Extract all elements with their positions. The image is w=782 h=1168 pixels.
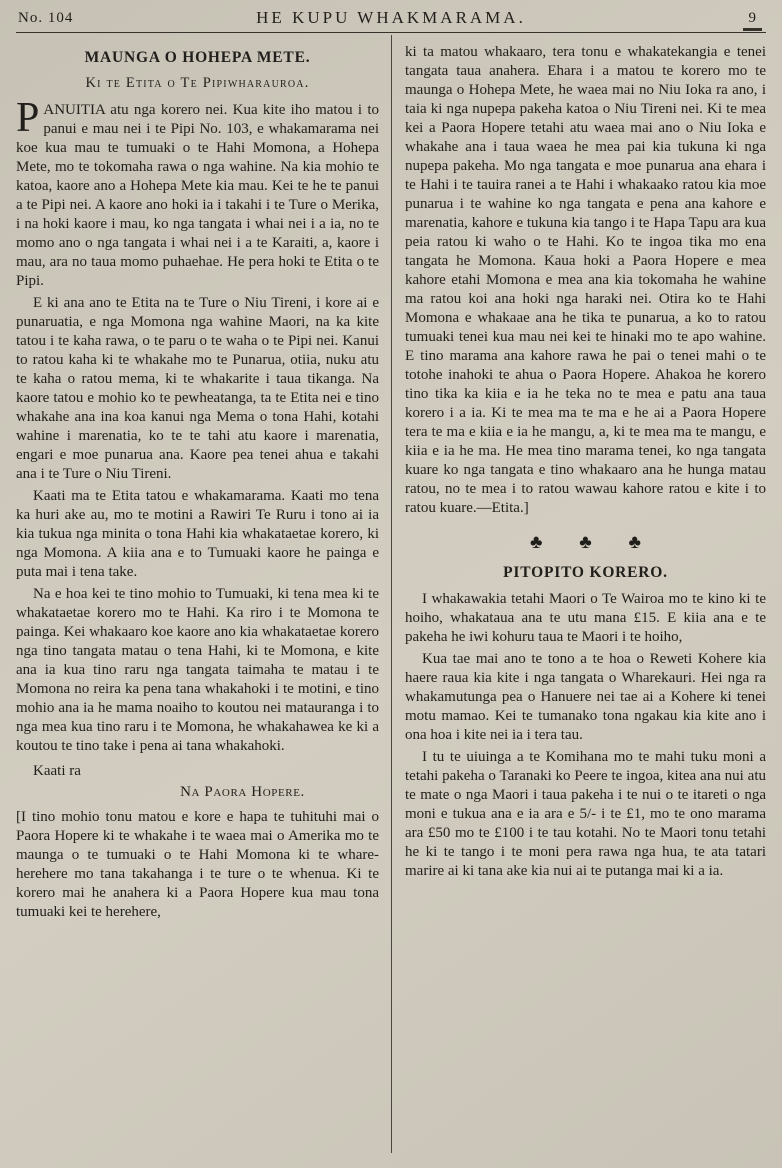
two-column-body: [16, 35, 766, 1153]
news-item: Kua tae mai ano te tono a te hoa o Reweti Kohere kia haere raua kia kite i nga tangata o Wharekauri. Hei nga ra whakamutunga pea o Hanuere nei tae ai a Kohere ki tenei motu mamao. Kei te tumanako tona ngakau kia kite ano i ona hoa i kite nei ia i tera tau.: [405, 651, 766, 743]
drop-cap: P: [16, 95, 40, 141]
closing-line: Kaati ra: [33, 763, 81, 779]
left-column: [16, 35, 391, 1153]
running-head: [16, 6, 766, 33]
club-ornament-icon: ♣ ♣ ♣: [530, 532, 657, 553]
news-item: I whakawakia tetahi Maori o Te Wairoa mo te kino ki te hoiho, whakataua ana te utu mana £15. E kiia ana e te pakeha he iwi kohuru taua te Maori i te hoiho,: [405, 591, 766, 645]
paragraph: Na e hoa kei te tino mohio to Tumuaki, ki tena mea ki te whakataetae korero mo te Hahi. Ka riro i te Momona te painga. Kei whakaaro koe kaore ano kia whakataetae korero nga tino tangata matau o tena Hahi, ki te Momona, e kite ana ia kua tino raru nga tangata taimaha te matau i te Momona no reira ka pena tana whakahoki i te motini, e tino mohio ana ia he mama noaiho to koutou nei matauranga i to nga mea kua tino raru i te Momona, he whakahawea ke ki a koutou te tino take i pena ai tana whakahoki.: [16, 586, 379, 754]
lead-paragraph-text: ANUITIA atu nga korero nei. Kua kite iho matou i to panui e mau nei i te Pipi No. 103, e whakamarama nei koe kua mau te tumuaki o te Hahi Momona, a Hohepa Mete, mo te tokomaha rawa o nga wahine. Na kia mohio te katoa, kaore ano a Hohepa Mete kia mau. Kei te he te panui a te Pipi nei. A kaore ano hoki ia i takahi i te Ture o Merika, i na hoki kaore i mau, ko nga tangata i whai nei i a ia, no te momo ano o nga tangata i whai nei i a te Karaiti, a, kaore i mau, ara no taua momo puhaehae. He pera hoki te Etita o te Pipi.: [16, 102, 379, 289]
masthead-title: HE KUPU WHAKMARAMA.: [256, 8, 526, 27]
news-item: I tu te uiuinga a te Komihana mo te mahi tuku moni a tetahi pakeha o Taranaki ko Peere te ingoa, kitea ana nui atu te mate o nga Maori i taua pakeha i te nui o te itareti o nga moni e tukua ana e ia ara e 5/- i te £1, mo te ono marama ara £50 mo te £100 i te tau kotahi. No te Maori tonu tetahi he ki te tango i te moni pera rawa nga hua, te ata tatari marire ai ki tana ake kia nui ai te putanga mai ki a ia.: [405, 749, 766, 879]
right-column: [391, 35, 766, 1153]
lead-paragraph: [16, 95, 379, 291]
editorial-note: [I tino mohio tonu matou e kore e hapa te tuhituhi mai o Paora Hopere ki te whakahe i te waea mai o Amerika mo te maunga o te tumuaki o te Hahi Momona ki te whare-herehere mo tana takahanga i te ture o te whenua. Ki te korero mai he anahera ki a Paora Hopere kua mau tona tumuaki kei te herehere,: [16, 809, 379, 920]
signature: Na Paora Hopere.: [180, 784, 305, 800]
issue-number: No. 104: [18, 10, 74, 26]
section-heading: PITOPITO KORERO.: [503, 564, 668, 581]
article-heading: MAUNGA O HOHEPA METE.: [84, 49, 311, 66]
continuation-paragraph: ki ta matou whakaaro, tera tonu e whakatekangia e tenei tangata taua anahera. Ehara i a matou te korero mo te maunga o Hohepa Mete, he waea mai no Niu Ioka ra ano, i taia ki nga nupepa pakeha katoa o Niu Tireni nei. Ki te mea kei a Paora Hopere tetahi atu waea mai ano o Niu Ioka e whakahe ana i taua waea he mea pai kia tukuna ki nga nupepa pakeha. Mo nga tangata e moe punarua ana ehara i te Hahi i te tauira ranei a te Hahi i whakaako ratou kia moe punarua i te wahine ko nga tangata e pena ana kahore e marenatia, kahore e tukuna kia tango i te Hapa Tapu ara kua peia ratou ki waho o te Hahi. Ko te ingoa tika mo ena tangata he Momona. Kaua hoki a Paora Hopere e mea kahore etahi Momona e mea ana kia tokomaha he wahine ma ratou koi ana hoki nga haraki nei. Otira ko te Hahi Momona e whakaae ana he tika te punarua, a ko to ratou tumuaki tenei kua mau nei kei te hinaki mo te apo wahine. E tino marama ana kahore rawa he pai o tenei mahi o te totohe inahoki te ahua o Paora Hopere. Ahakoa he korero tino tika ka kiia e ia he teka no te mea e patu ana taua korero i a ia. Ki te mea ma te ma e he ai a Paora Hopere tera te ma e kiia e ia he mangu, a, ki te mea ma te mangu, e kiia e ia he ma. He mea tino marama tenei, ko nga tangata kuare ko nga tangata e tino whakaaro ana he hunga matau ratou, no te mea i to ratou wawau kahore ratou e kite i to ratou kuare.—Etita.]: [405, 44, 766, 516]
paragraph: E ki ana ano te Etita na te Ture o Niu Tireni, i kore ai e punaruatia, e nga Momona nga wahine Maori, na ka kite tatou i te kaha rawa, o te paru o te waha o te Pipi nei. Kanui to ratou kaha ki te whakahe mo te Punarua, otiia, nuku atu te kaha o ratou mema, ki te whakarite i taua tikanga. Na kaore tatou e mohio ko te pewheatanga, ta te Etita nei e tino whakahe ana ina koa kanui nga Mema o tona Hahi, kotahi wahine i marenatia, ko te te tahi atu kaore i marenatia, engari e moe punarua ana. Kaore pea tenei ahua e takahi ana i te Ture o Niu Tireni.: [16, 295, 379, 482]
page-number: 9: [743, 10, 763, 31]
paragraph: Kaati ma te Etita tatou e whakamarama. Kaati mo tena ka huri ake au, mo te motini a Rawiri Te Ruru i tono ai ia kia tukua nga minita o tona Hahi kia whakataetae korero, ki nga Momona. A kiia ana e to Tumuaki kaore he painga e puta mai i tena take.: [16, 488, 379, 580]
article-subheading: Ki te Etita o Te Pipiwharauroa.: [85, 75, 310, 91]
